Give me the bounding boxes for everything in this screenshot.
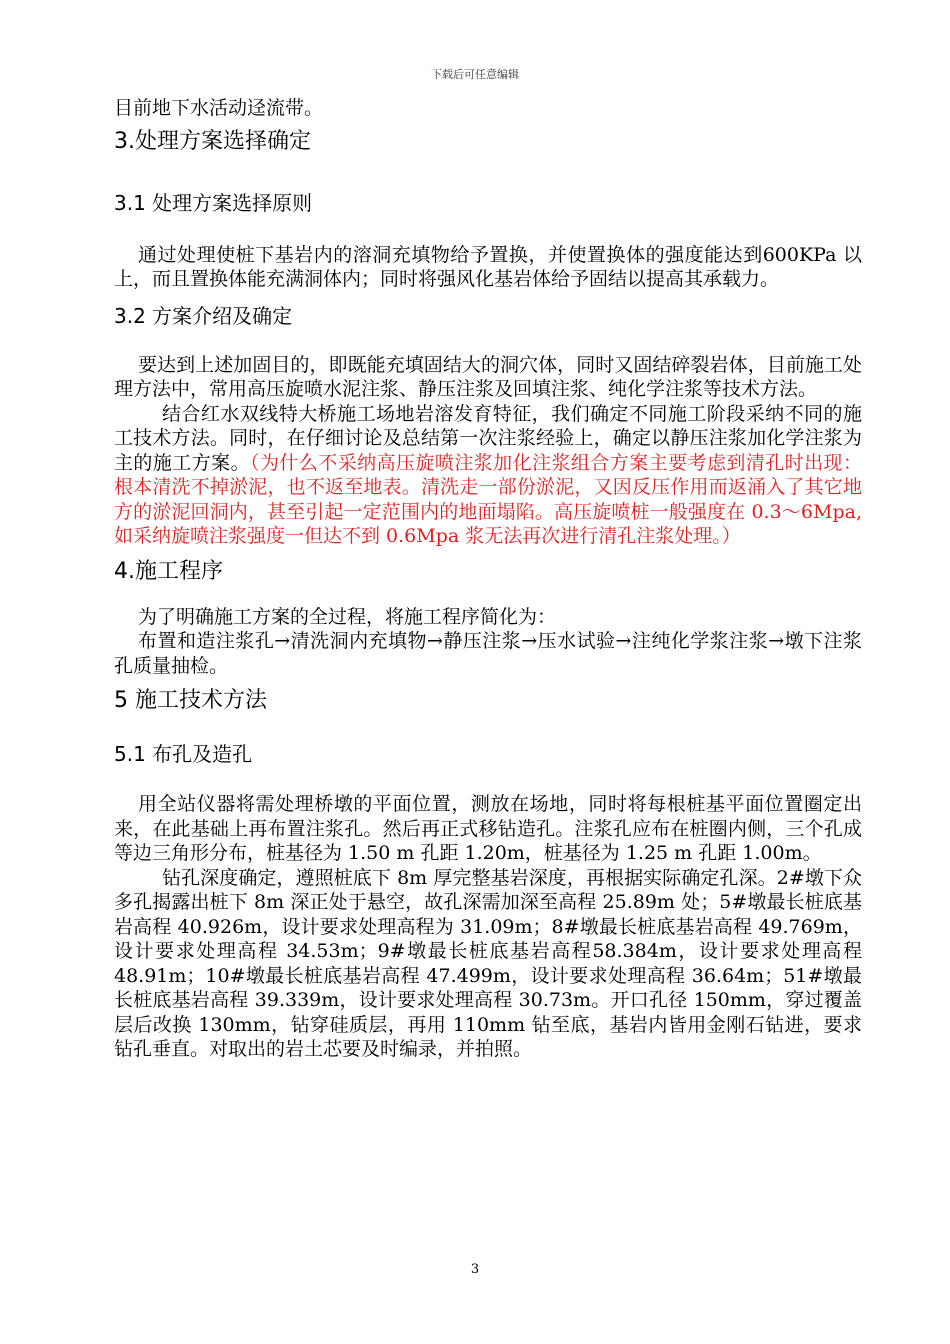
page-number: 3	[470, 1262, 480, 1277]
red-annotation: （为什么不采纳高压旋喷注浆加化注浆组合方案主要考虑到清孔时出现：根本清洗不掉淤泥，也不返至地表。清洗走一部份淤泥，又因反压作用而返涌入了其它地方的淤泥回洞内，甚至引起一定范围内的地面塌陷。高压旋喷桩一般强度在 0.3～6Mpa,如采纳旋喷注浆强度一但达不到 0.6Mpa 浆无法再次进行清孔注浆处理。）	[114, 451, 862, 547]
section-5-1-paragraph-1: 用全站仪器将需处理桥墩的平面位置，测放在场地，同时将每根桩基平面位置圈定出来，在此基础上再布置注浆孔。然后再正式移钻造孔。注浆孔应布在桩圈内侧，三个孔成等边三角形分布，桩基径为 1.50 m 孔距 1.20m，桩基径为 1.25 m 孔距 1.00m。	[114, 793, 862, 864]
intro-line: 目前地下水活动迳流带。	[114, 97, 324, 119]
section-4-paragraph-1: 为了明确施工方案的全过程，将施工程序简化为：	[138, 605, 557, 628]
section-3-2-heading: 3.2 方案介绍及确定	[114, 303, 293, 328]
section-3-heading: 3.处理方案选择确定	[114, 128, 311, 154]
section-3-1-paragraph: 通过处理使桩下基岩内的溶洞充填物给予置换，并使置换体的强度能达到600KPa 以上，而且置换体能充满洞体内；同时将强风化基岩体给予固结以提高其承载力。	[114, 243, 862, 290]
document-body	[114, 96, 862, 1062]
section-3-2-paragraph-1: 要达到上述加固目的，即既能充填固结大的洞穴体，同时又固结碎裂岩体，目前施工处理方法中，常用高压旋喷水泥注浆、静压注浆及回填注浆、纯化学注浆等技术方法。	[114, 353, 862, 400]
section-4-heading: 4.施工程序	[114, 558, 223, 584]
paragraph-text: 结合红水双线特大桥施工场地岩溶发育特征，我们确定不同施工阶段采纳不同的施工技术方法。同时，在仔细讨论及总结第一次注浆经验上，确定以静压注浆加化学注浆为主的施工方案。	[114, 402, 862, 474]
section-3-1-heading: 3.1 处理方案选择原则	[114, 190, 313, 215]
section-4-paragraph-2: 布置和造注浆孔→清洗洞内充填物→静压注浆→压水试验→注纯化学浆注浆→墩下注浆孔质量抽检。	[114, 630, 862, 677]
section-5-1-paragraph-2: 钻孔深度确定，遵照桩底下 8m 厚完整基岩深度，再根据实际确定孔深。2#墩下众多孔揭露出桩下 8m 深正处于悬空，故孔深需加深至高程 25.89m 处；5#墩最长桩底基岩高程 40.926m，设计要求处理高程为 31.09m；8#墩最长桩底基岩高程 49.769m，设计要求处理高程 34.53m；9#墩最长桩底基岩高程58.384m，设计要求处理高程 48.91m；10#墩最长桩底基岩高程 47.499m，设计要求处理高程 36.64m；51#墩最长桩底基岩高程 39.339m，设计要求处理高程 30.73m。开口孔径 150mm，穿过覆盖层后改换 130mm，钻穿硅质层，再用 110mm 钻至底，基岩内皆用金刚石钻进，要求钻孔垂直。对取出的岩土芯要及时编录，并拍照。	[114, 866, 862, 1060]
section-5-heading: 5 施工技术方法	[114, 688, 267, 713]
page-header: 下载后可任意编辑	[431, 68, 519, 81]
section-5-1-heading: 5.1 布孔及造孔	[114, 742, 253, 766]
section-3-2-paragraph-2	[114, 402, 862, 549]
